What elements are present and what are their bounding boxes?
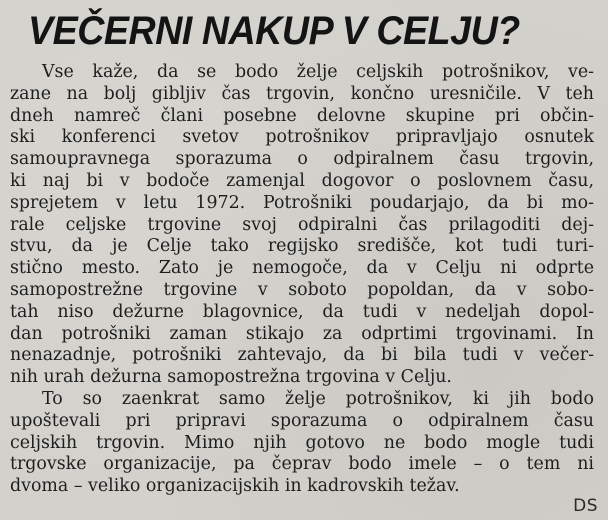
headline: VEČERNI NAKUP V CELJU? (28, 9, 520, 53)
paragraph-2 (10, 389, 594, 498)
text-line: Vse kaže, da se bodo želje celjskih potrošnikov, ve- (42, 62, 594, 82)
text-line: celjskih trgovin. Mimo njih gotovo ne bodo mogle tudi (10, 432, 594, 453)
text-line: zane na bolj gibljiv čas trgovin, končno uresničile. V teh (10, 83, 594, 104)
article-body (10, 62, 594, 498)
text-line: nenazadnje, potrošniki zahtevajo, da bi bila tudi v večer- (10, 345, 594, 366)
paragraph-1 (10, 62, 594, 389)
text-line: tah niso dežurne blagovnice, da tudi v nedeljah dopol- (10, 301, 594, 322)
text-line: sprejetem v letu 1972. Potrošniki poudarjajo, da bi mo- (10, 192, 594, 213)
text-line: dneh namreč člani posebne delovne skupine pri občin- (10, 105, 594, 126)
text-line: samoupravnega sporazuma o odpiralnem času trgovin, (10, 149, 594, 170)
text-line: stično mesto. Zato je nemogoče, da v Celju ni odprte (10, 258, 594, 279)
text-line: ki naj bi v bodoče zamenjal dogovor o poslovnem času, (10, 170, 594, 191)
text-line: nih urah dežurna samopostrežna trgovina v Celju. (10, 367, 452, 388)
text-line: trgovske organizacije, pa čeprav bodo imele – o tem ni (10, 454, 594, 475)
text-line: ski konferenci svetov potrošnikov pripravljajo osnutek (10, 127, 594, 148)
text-line: samopostrežne trgovine v soboto popoldan, da v sobo- (10, 279, 594, 300)
text-line: To so zaenkrat samo želje potrošnikov, ki jih bodo (42, 388, 594, 409)
text-line: dan potrošniki zaman stikajo za odprtimi trgovinami. In (10, 323, 594, 344)
text-line: rale celjske trgovine svoj odpiralni čas prilagoditi dej- (10, 214, 594, 235)
text-line: stvu, da je Celje tako regijsko središče, kot tudi turi- (10, 236, 594, 257)
text-line: upoštevali pri pripravi sporazuma o odpiralnem času (10, 410, 594, 431)
text-line: dvoma – veliko organizacijskih in kadrovskih težav. (10, 476, 460, 497)
author-signature: DS (573, 496, 598, 516)
